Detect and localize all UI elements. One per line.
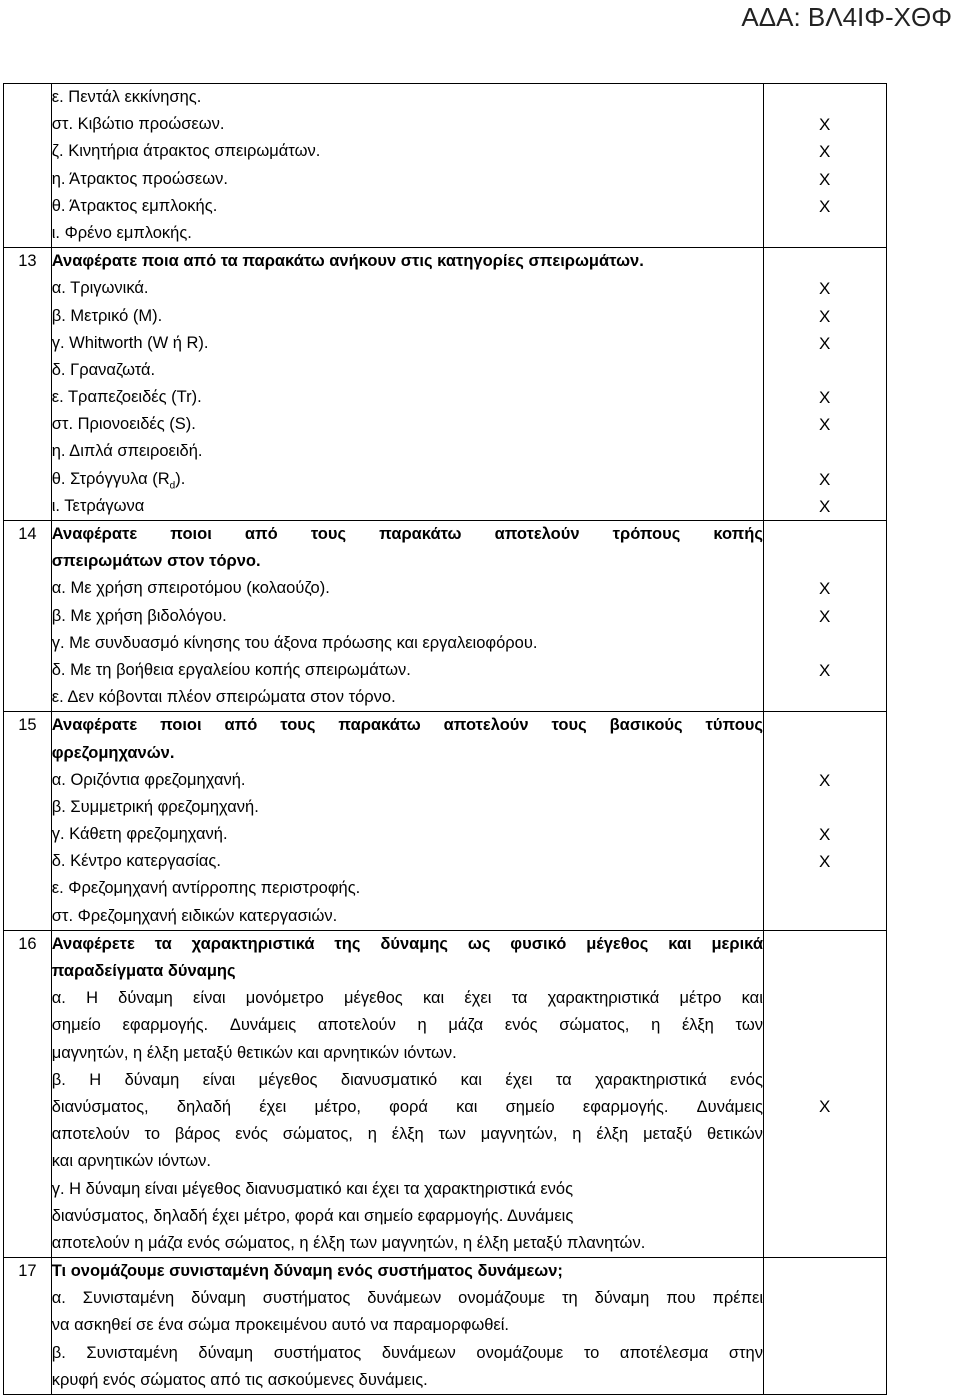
word: φορά xyxy=(389,1097,428,1116)
answer-mark: X xyxy=(819,825,831,845)
option-line: η. Διπλά σπειροειδή. xyxy=(51,442,203,461)
word: Αναφέρετε xyxy=(51,934,135,953)
word: σημείο xyxy=(51,1016,101,1035)
table-row xyxy=(4,712,887,931)
option-line: θ. Άτρακτος εμπλοκής. xyxy=(51,196,218,215)
option-line: στ. Πριονοειδές (S). xyxy=(51,415,196,434)
option-line: διανύσματος, δηλαδή έχει μέτρο, φορά και σημείο εφαρμογής. Δυνάμεις xyxy=(51,1206,574,1225)
table-row xyxy=(4,521,887,712)
option-line: να ασκηθεί σε ένα σώμα προκειμένου αυτό να παραμορφωθεί. xyxy=(51,1316,509,1335)
word: δύναμης xyxy=(380,934,449,953)
word: ονομάζουμε xyxy=(458,1289,546,1308)
word: κοπής xyxy=(713,525,763,543)
word: δύναμη xyxy=(118,989,173,1008)
word: δυνάμεων xyxy=(367,1289,442,1308)
word: παρακάτω xyxy=(338,716,421,735)
word: ποιοι xyxy=(160,716,202,735)
question-text: Τι ονομάζουμε συνισταμένη δύναμη ενός συστήματος δυνάμεων; xyxy=(51,1262,563,1281)
option-line: ε. Πεντάλ εκκίνησης. xyxy=(51,88,202,106)
option-line: δ. Γραναζωτά. xyxy=(51,360,156,379)
word: τη xyxy=(561,1289,578,1308)
answer-mark: X xyxy=(819,196,831,216)
option-line xyxy=(52,1067,763,1094)
word: μονόμετρο xyxy=(245,989,324,1008)
answer-mark xyxy=(764,794,886,821)
option-line: μαγνητών, η έλξη μεταξύ θετικών και αρνητικών ιόντων. xyxy=(51,1043,457,1062)
answer-mark: X xyxy=(819,333,831,353)
word: αποτέλεσμα xyxy=(619,1343,709,1362)
answer-mark xyxy=(764,521,886,548)
word: ποιοι xyxy=(170,525,212,543)
word: εφαρμογής. xyxy=(122,1016,209,1035)
table-row xyxy=(4,84,887,248)
option-line xyxy=(52,1094,763,1121)
word: η xyxy=(417,1016,427,1035)
word: εφαρμογής. xyxy=(582,1097,669,1116)
answer-mark xyxy=(764,438,886,465)
word: σώματος, xyxy=(282,1125,353,1144)
word: δύναμη xyxy=(124,1070,180,1089)
answer-key-table xyxy=(3,83,887,1395)
answer-mark xyxy=(764,248,886,275)
word: τους xyxy=(551,716,587,735)
table-row xyxy=(4,930,887,1257)
word: μαγνητών, xyxy=(480,1125,558,1144)
word: α. xyxy=(51,989,66,1008)
option-line: κρυφή ενός σώματος από τις ασκούμενες δυνάμεις. xyxy=(51,1370,428,1389)
word: τα xyxy=(511,989,528,1008)
option-line: β. Με χρήση βιδολόγου. xyxy=(51,606,227,625)
table-row xyxy=(4,248,887,521)
word: Συνισταμένη xyxy=(86,1343,178,1362)
word: συστήματος xyxy=(273,1343,362,1362)
option-line: ι. Τετράγωνα xyxy=(51,496,145,515)
word: έλξη xyxy=(596,1125,629,1144)
option-line: γ. Κάθετη φρεζομηχανή. xyxy=(51,825,228,844)
word: η xyxy=(651,1016,661,1035)
word: ονομάζουμε xyxy=(476,1343,564,1362)
word: έχει xyxy=(259,1097,287,1116)
word: μερικά xyxy=(711,934,763,953)
answer-mark: X xyxy=(819,579,831,599)
question-line xyxy=(52,931,763,958)
question-cell xyxy=(51,712,763,931)
option-line: β. Μετρικό (Μ). xyxy=(51,306,163,325)
question-line: παραδείγματα δύναμης xyxy=(51,962,236,980)
question-cell xyxy=(51,84,763,248)
option-line: ε. Δεν κόβονται πλέον σπειρώματα στον τόρνο. xyxy=(51,688,396,707)
word: δύναμη xyxy=(198,1343,254,1362)
word: Αναφέρατε xyxy=(51,716,138,735)
word: χαρακτηριστικά xyxy=(595,1070,707,1089)
document-code: ΑΔΑ: ΒΛ4ΙΦ-ΧΘΦ xyxy=(741,2,952,32)
word: των xyxy=(735,1016,763,1035)
answer-mark xyxy=(764,684,886,711)
word: αποτελούν xyxy=(51,1125,130,1144)
word: τους xyxy=(280,716,316,735)
answer-mark: X xyxy=(819,115,831,135)
question-text xyxy=(52,712,763,766)
option-line: στ. Κιβώτιο προώσεων. xyxy=(51,115,225,134)
option-paragraph xyxy=(52,1340,763,1394)
question-number: 13 xyxy=(4,248,52,521)
word: των xyxy=(438,1125,466,1144)
word: ως xyxy=(467,934,491,953)
option-line xyxy=(52,1340,763,1367)
question-cell xyxy=(51,1258,763,1395)
word: μέγεθος xyxy=(343,989,403,1008)
option-line: γ. Η δύναμη είναι μέγεθος διανυσματικό και έχει τα χαρακτηριστικά ενός xyxy=(51,1179,574,1198)
word: τύπους xyxy=(705,716,763,735)
answer-mark xyxy=(764,712,886,739)
word: Συνισταμένη xyxy=(82,1289,175,1308)
answer-mark xyxy=(764,630,886,657)
table-row xyxy=(4,1258,887,1395)
question-cell xyxy=(51,248,763,521)
question-text xyxy=(52,521,763,575)
question-number: 14 xyxy=(4,521,52,712)
word: στην xyxy=(728,1343,763,1362)
word: β. xyxy=(51,1343,66,1362)
answer-mark xyxy=(764,357,886,384)
word: έχει xyxy=(464,989,492,1008)
word: έλξη xyxy=(681,1016,714,1035)
option-line: ε. Φρεζομηχανή αντίρροπης περιστροφής. xyxy=(51,879,361,898)
word: Δυνάμεις xyxy=(229,1016,297,1035)
question-cell xyxy=(51,521,763,712)
option-line xyxy=(52,1285,763,1312)
word: α. xyxy=(51,1289,66,1308)
word: αποτελούν xyxy=(443,716,529,735)
answer-cell xyxy=(764,248,887,521)
answer-mark: X xyxy=(819,496,831,516)
option-line: β. Συμμετρική φρεζομηχανή. xyxy=(51,797,259,816)
question-number: 17 xyxy=(4,1258,52,1395)
word: β. xyxy=(51,1070,66,1089)
word: Η xyxy=(86,989,98,1008)
question-line: σπειρωμάτων στον τόρνο. xyxy=(51,552,261,571)
question-cell xyxy=(51,930,763,1257)
word: ενός xyxy=(730,1070,763,1089)
option-line: α. Με χρήση σπειροτόμου (κολαούζο). xyxy=(51,579,330,598)
answer-mark: X xyxy=(819,388,831,408)
word: διανυσματικό xyxy=(340,1070,438,1089)
word: Δυνάμεις xyxy=(696,1097,763,1116)
question-number xyxy=(4,84,52,248)
word: το xyxy=(583,1343,600,1362)
word: πρέπει xyxy=(712,1289,764,1308)
option-text: θ. Στρόγγυλα (R xyxy=(51,469,170,488)
option-text-tail: ). xyxy=(175,469,186,488)
answer-mark: X xyxy=(819,142,831,162)
option-line: α. Τριγωνικά. xyxy=(51,279,149,298)
option-line: δ. Με τη βοήθεια εργαλείου κοπής σπειρωμάτων. xyxy=(51,660,411,679)
word: αποτελούν xyxy=(494,525,580,543)
word: μέγεθος xyxy=(586,934,649,953)
word: η xyxy=(572,1125,582,1144)
question-number: 16 xyxy=(4,930,52,1257)
word: δυνάμεων xyxy=(381,1343,456,1362)
question-line: φρεζομηχανών. xyxy=(51,743,175,762)
option-line: γ. Whitworth (W ή R). xyxy=(51,333,209,352)
subscript: d xyxy=(169,479,176,491)
word: και xyxy=(460,1070,482,1089)
word: μέγεθος xyxy=(258,1070,318,1089)
word: είναι xyxy=(193,989,226,1008)
word: δηλαδή xyxy=(176,1097,232,1116)
option-line xyxy=(52,1121,763,1148)
word: συστήματος xyxy=(262,1289,351,1308)
option-line: στ. Φρεζομηχανή ειδικών κατεργασιών. xyxy=(51,906,338,925)
answer-cell xyxy=(764,84,887,248)
word: μάζα xyxy=(448,1016,484,1035)
word: σώματος, xyxy=(559,1016,630,1035)
answer-mark xyxy=(764,875,886,902)
option-paragraph xyxy=(52,1067,763,1176)
word: χαρακτηριστικά xyxy=(547,989,660,1008)
word: μέτρο, xyxy=(314,1097,361,1116)
option-paragraph xyxy=(52,985,763,1067)
answer-mark xyxy=(764,903,886,930)
option-paragraph xyxy=(52,1176,763,1258)
answer-cell xyxy=(764,712,887,931)
word: έλξη xyxy=(391,1125,424,1144)
question-line xyxy=(52,521,763,548)
word: Η xyxy=(89,1070,102,1089)
option-line xyxy=(52,466,763,493)
option-line: αποτελούν η μάζα ενός σώματος, η έλξη των μαγνητών, η έλξη μεταξύ πλανητών. xyxy=(51,1233,646,1252)
word: και xyxy=(741,989,763,1008)
answer-cell xyxy=(764,521,887,712)
answer-cell xyxy=(764,1258,887,1395)
question-text: Αναφέρατε ποια από τα παρακάτω ανήκουν στις κατηγορίες σπειρωμάτων. xyxy=(51,252,644,271)
word: διανύσματος, xyxy=(51,1097,149,1116)
option-line: α. Οριζόντια φρεζομηχανή. xyxy=(51,770,246,789)
word: ενός xyxy=(504,1016,538,1035)
word: θετικών xyxy=(707,1125,763,1144)
answer-mark: X xyxy=(819,660,831,680)
option-line: η. Άτρακτος προώσεων. xyxy=(51,169,228,188)
option-line: ε. Τραπεζοειδές (Tr). xyxy=(51,388,202,407)
word: μεταξύ xyxy=(643,1125,693,1144)
answer-mark: X xyxy=(819,169,831,189)
word: βάρος xyxy=(174,1125,221,1144)
word: από xyxy=(244,525,278,543)
answer-mark: X xyxy=(819,1096,831,1116)
word: μέτρο xyxy=(679,989,722,1008)
word: και xyxy=(422,989,445,1008)
option-line: ι. Φρένο εμπλοκής. xyxy=(51,223,192,242)
word: φυσικό xyxy=(510,934,567,953)
answer-mark: X xyxy=(819,279,831,299)
answer-mark: X xyxy=(819,770,831,790)
answer-mark xyxy=(764,84,886,111)
word: δύναμη xyxy=(594,1289,650,1308)
answer-mark xyxy=(764,548,886,575)
option-line: γ. Με συνδυασμό κίνησης του άξονα πρόωσης και εργαλειοφόρου. xyxy=(51,633,538,652)
word: και xyxy=(456,1097,478,1116)
word: σημείο xyxy=(505,1097,555,1116)
option-line xyxy=(52,985,763,1012)
word: το xyxy=(144,1125,161,1144)
word: έχει xyxy=(505,1070,533,1089)
word: της xyxy=(334,934,361,953)
word: αποτελούν xyxy=(317,1016,396,1035)
answer-mark: X xyxy=(819,306,831,326)
answer-cell xyxy=(764,930,887,1257)
word: χαρακτηριστικά xyxy=(191,934,315,953)
option-line xyxy=(52,1012,763,1039)
option-line: δ. Κέντρο κατεργασίας. xyxy=(51,852,221,871)
option-paragraph xyxy=(52,1285,763,1339)
word: και xyxy=(668,934,692,953)
word: η xyxy=(367,1125,377,1144)
question-text xyxy=(52,931,763,985)
word: τα xyxy=(555,1070,572,1089)
word: από xyxy=(224,716,258,735)
option-line: και αρνητικών ιόντων. xyxy=(51,1152,211,1171)
word: είναι xyxy=(202,1070,236,1089)
word: τρόπους xyxy=(612,525,681,543)
answer-mark xyxy=(764,220,886,247)
answer-mark: X xyxy=(819,469,831,489)
word: τα xyxy=(154,934,172,953)
word: που xyxy=(666,1289,696,1308)
word: Αναφέρατε xyxy=(51,525,138,543)
word: παρακάτω xyxy=(379,525,462,543)
question-number: 15 xyxy=(4,712,52,931)
answer-mark xyxy=(764,740,886,767)
word: δύναμη xyxy=(191,1289,246,1308)
question-line xyxy=(52,712,763,739)
option-line: ζ. Κινητήρια άτρακτος σπειρωμάτων. xyxy=(51,142,321,161)
answer-mark: X xyxy=(819,606,831,626)
word: τους xyxy=(310,525,347,543)
answer-mark: X xyxy=(819,415,831,435)
word: βασικούς xyxy=(609,716,683,735)
answer-mark: X xyxy=(819,852,831,872)
word: ενός xyxy=(235,1125,268,1144)
